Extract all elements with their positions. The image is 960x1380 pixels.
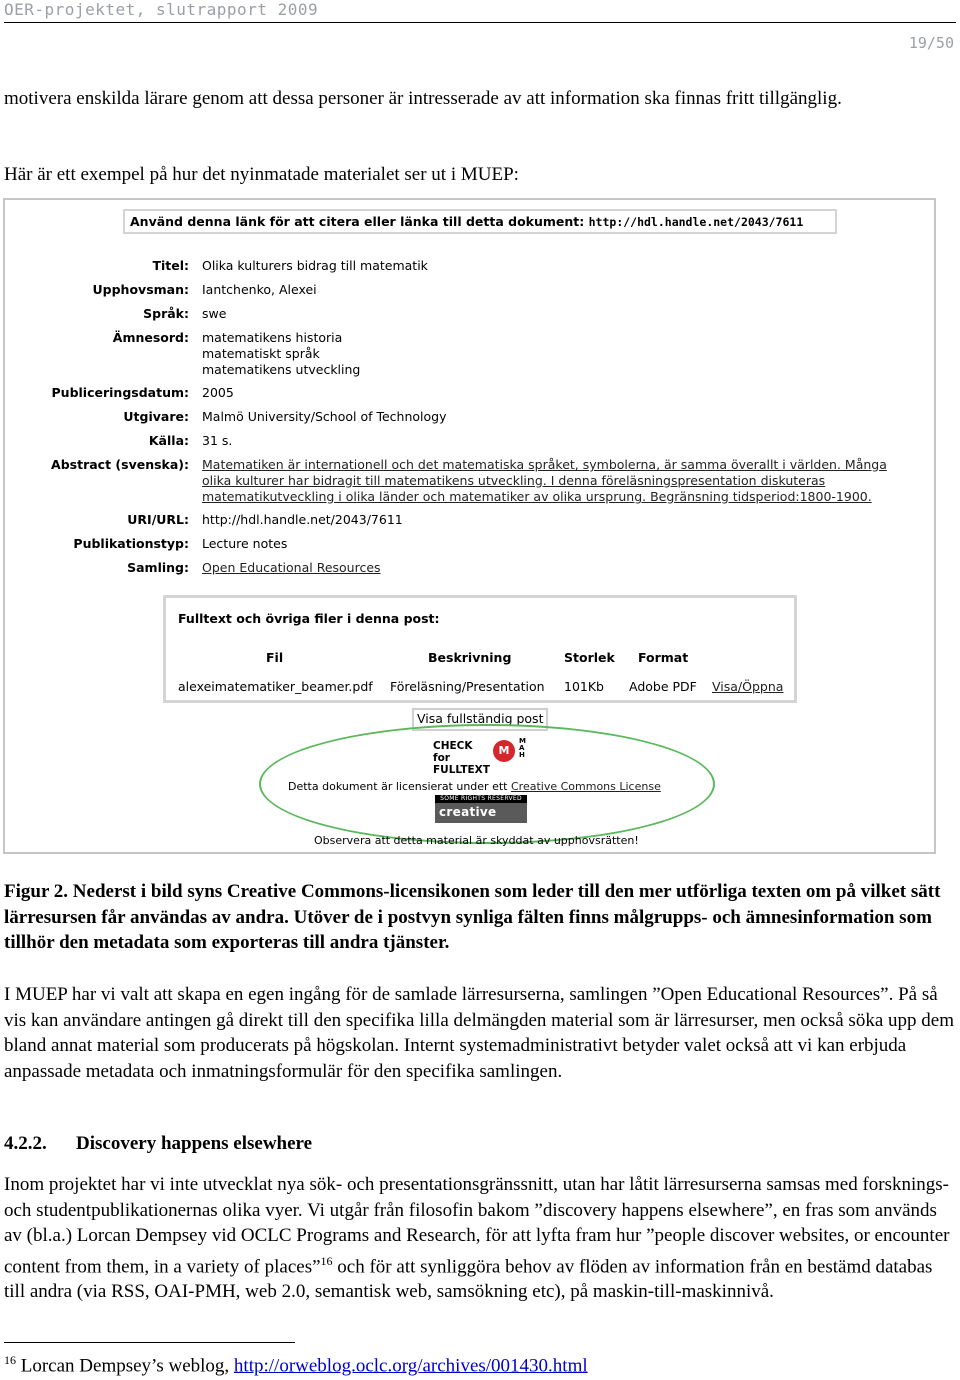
metadata-line: matematikens utveckling: [202, 362, 361, 377]
files-panel: [163, 595, 797, 703]
metadata-label: Samling:: [127, 560, 189, 575]
file-description: Föreläsning/Presentation: [390, 679, 545, 694]
metadata-link[interactable]: Matematiken är internationell och det matematiska språket, symbolerna, är samma överallt i världen. Många: [202, 457, 887, 472]
metadata-line: http://hdl.handle.net/2043/7611: [202, 512, 403, 527]
discovery-tail: och för att synliggöra behov av flöden av information från en bestämd databas till andra (via RSS, OAI-PMH, web 2.0, semantisk web, samsökning etc), på maskin-till-maskinnivå.: [4, 1255, 933, 1303]
metadata-value: [202, 433, 922, 449]
metadata-label: Upphovsman:: [92, 282, 189, 297]
open-file-link[interactable]: Visa/Öppna: [712, 679, 784, 694]
metadata-label: Publikationstyp:: [73, 536, 189, 551]
footnote-link[interactable]: http://orweblog.oclc.org/archives/001430.html: [233, 1355, 588, 1377]
full-record-button[interactable]: Visa fullständig post: [412, 708, 548, 731]
metadata-label: Titel:: [152, 258, 189, 273]
body-paragraph-discovery: [4, 1172, 954, 1305]
footnote-divider: [4, 1342, 295, 1343]
metadata-line: matematikens historia: [202, 330, 343, 345]
metadata-line: Malmö University/School of Technology: [202, 409, 447, 424]
metadata-label: Språk:: [143, 306, 189, 321]
footnote: [4, 1353, 588, 1377]
metadata-value: [202, 560, 922, 576]
intro-paragraph: motivera enskilda lärare genom att dessa personer är intresserade av att information ska finnas fritt tillgänglig.: [4, 88, 842, 109]
cc-badge-main-text: creative commons: [439, 805, 506, 837]
footnote-number: 16: [4, 1353, 16, 1367]
metadata-label: Utgivare:: [123, 409, 189, 424]
check-fulltext-label[interactable]: CHECK for FULLTEXT: [433, 740, 490, 776]
files-header-size: Storlek: [564, 650, 615, 665]
files-header-file: Fil: [266, 650, 284, 665]
metadata-line: Iantchenko, Alexei: [202, 282, 317, 297]
footnote-text: Lorcan Dempsey’s weblog,: [20, 1355, 230, 1377]
metadata-line: 2005: [202, 385, 234, 400]
metadata-value: [202, 258, 922, 274]
footnote-ref[interactable]: 16: [320, 1253, 333, 1268]
cc-badge-top-text: SOME RIGHTS RESERVED: [435, 795, 527, 803]
file-name[interactable]: alexeimatematiker_beamer.pdf: [178, 679, 373, 694]
metadata-line: swe: [202, 306, 227, 321]
file-format: Adobe PDF: [629, 679, 697, 694]
creative-commons-badge-icon[interactable]: [435, 795, 527, 837]
citation-label: Använd denna länk för att citera eller länka till detta dokument:: [130, 214, 585, 229]
metadata-link[interactable]: Open Educational Resources: [202, 560, 381, 575]
metadata-label: URI/URL:: [127, 512, 189, 527]
files-header-description: Beskrivning: [428, 650, 512, 665]
creative-commons-link[interactable]: Creative Commons License: [510, 780, 661, 793]
files-title: Fulltext och övriga filer i denna post:: [178, 611, 440, 626]
page-number: 19/50: [908, 34, 954, 52]
metadata-value: [202, 409, 922, 425]
metadata-label: Abstract (svenska):: [51, 457, 189, 472]
files-header-format: Format: [638, 650, 689, 665]
file-size: 101Kb: [564, 679, 604, 694]
metadata-line: matematiskt språk: [202, 346, 320, 361]
metadata-value: [202, 306, 922, 322]
section-title: Discovery happens elsewhere: [76, 1133, 313, 1154]
metadata-value: [202, 385, 922, 401]
citation-url[interactable]: http://hdl.handle.net/2043/7611: [588, 215, 804, 229]
copyright-warning: Observera att detta material är skyddat av upphovsrätten!: [314, 834, 639, 847]
metadata-value: [202, 282, 922, 298]
metadata-label: Källa:: [148, 433, 189, 448]
metadata-value: [202, 457, 922, 505]
metadata-value: [202, 330, 922, 378]
intro-lead-in: Här är ett exempel på hur det nyinmatade materialet ser ut i MUEP:: [4, 164, 519, 185]
mah-logo-icon[interactable]: M: [493, 740, 515, 762]
metadata-value: [202, 536, 922, 552]
metadata-link[interactable]: matematikutveckling i olika länder och matematiker av olika ursprung. Begränsning tidsperiod:1800-1900.: [202, 489, 872, 504]
running-header: OER-projektet, slutrapport 2009: [4, 0, 956, 23]
license-line: [288, 780, 661, 793]
citation-link-box: [123, 209, 837, 234]
metadata-link[interactable]: olika kulturer har bidragit till matematikens utveckling. I denna föreläsningspresentation diskuteras: [202, 473, 826, 488]
metadata-line: Olika kulturers bidrag till matematik: [202, 258, 428, 273]
mah-logo-letters: M A H: [519, 737, 526, 759]
metadata-line: Lecture notes: [202, 536, 288, 551]
metadata-label: Ämnesord:: [112, 330, 189, 345]
license-text: Detta dokument är licensierat under ett: [288, 780, 508, 793]
muep-record-screenshot: [3, 198, 936, 854]
body-paragraph-muep: I MUEP har vi valt att skapa en egen ingång för de samlade lärresurserna, samlingen ”Open Educational Resources”. På så vis kan användare antingen gå direkt till den specifika lilla delmängden material som är lärresurser, men också söka upp dem bland annat material som producerats på högskolan. Internt systemadministrativt betyder valet också att vi kan erbjuda anpassade metadata och inmatningsformulär för den specifika samlingen.: [4, 984, 954, 1082]
discovery-text: Inom projektet har vi inte utvecklat nya sök- och presentationsgränssnitt, utan har låtit lärresurserna samsas med forsknings- och studentpublikationernas olika vyer. Vi utgår från filosofin bakom ”discovery happens elsewhere”, en fras som används av (bl.a.) Lorcan Dempsey vid OCLC Programs and Research, för att lyfta fram hur ”people discover websites, or encounter content from them, in a variety of places”: [4, 1174, 950, 1277]
section-number: 4.2.2.: [4, 1133, 47, 1154]
section-heading: [4, 1133, 312, 1155]
metadata-label: Publiceringsdatum:: [51, 385, 189, 400]
metadata-value: [202, 512, 922, 528]
figure-caption: Figur 2. Nederst i bild syns Creative Commons-licensikonen som leder till den mer utförliga texten om på vilket sätt lärresursen får användas av andra. Utöver de i postvyn synliga fälten finns målgrupps- och ämnesinformation som tillhör den metadata som exporteras till andra tjänster.: [4, 881, 941, 953]
metadata-line: 31 s.: [202, 433, 233, 448]
